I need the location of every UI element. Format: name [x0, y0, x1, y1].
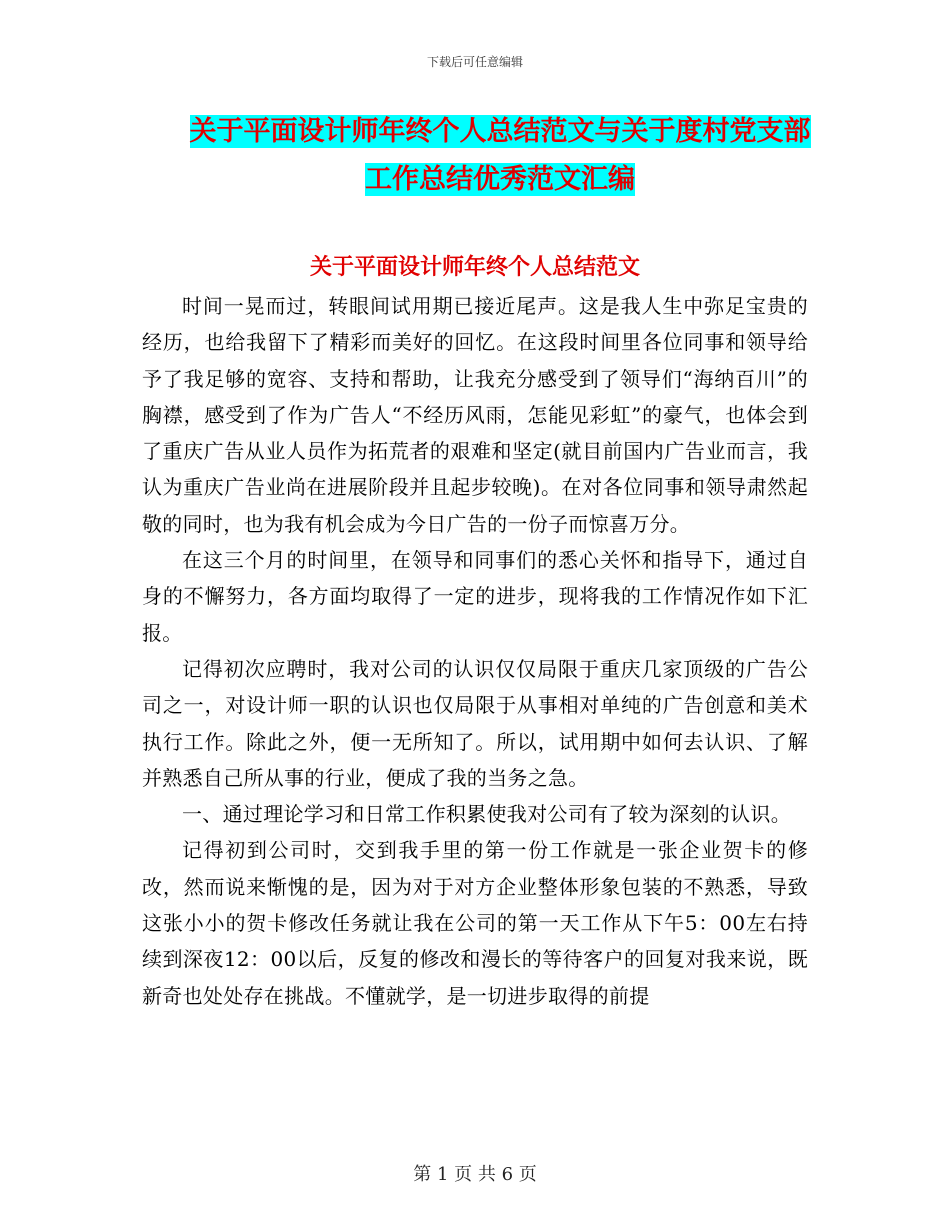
document-body [142, 288, 808, 1014]
paragraph: 一、通过理论学习和日常工作积累使我对公司有了较为深刻的认识。 [182, 802, 791, 827]
paragraph: 记得初到公司时，交到我手里的第一份工作就是一张企业贺卡的修改，然而说来惭愧的是，因为对于对方企业整体形象包装的不熟悉，导致这张小小的贺卡修改任务就让我在公司的第一天工作从下午5：00左右持续到深夜12：00以后，反复的修改和漫长的等待客户的回复对我来说，既新奇也处处存在挑战。不懂就学，是一切进步取得的前提 [142, 838, 808, 1008]
header-note: 下载后可任意编辑 [426, 55, 523, 69]
paragraph: 在这三个月的时间里，在领导和同事们的悉心关怀和指导下，通过自身的不懈努力，各方面均取得了一定的进步，现将我的工作情况作如下汇报。 [142, 548, 808, 645]
paragraph: 记得初次应聘时，我对公司的认识仅仅局限于重庆几家顶级的广告公司之一，对设计师一职的认识也仅局限于从事相对单纯的广告创意和美术执行工作。除此之外，便一无所知了。所以，试用期中如何去认识、了解并熟悉自己所从事的行业，便成了我的当务之急。 [142, 656, 808, 790]
document-title [140, 108, 860, 204]
document-title-line-2: 工作总结优秀范文汇编 [365, 164, 635, 195]
section-title: 关于平面设计师年终个人总结范文 [309, 254, 640, 280]
paragraph: 时间一晃而过，转眼间试用期已接近尾声。这是我人生中弥足宝贵的经历，也给我留下了精彩而美好的回忆。在这段时间里各位同事和领导给予了我足够的宽容、支持和帮助，让我充分感受到了领导们“海纳百川”的胸襟，感受到了作为广告人“不经历风雨，怎能见彩虹”的豪气，也体会到了重庆广告从业人员作为拓荒者的艰难和坚定(就目前国内广告业而言，我认为重庆广告业尚在进展阶段并且起步较晚)。在对各位同事和领导肃然起敬的同时，也为我有机会成为今日广告的一份子而惊喜万分。 [142, 294, 808, 536]
document-title-line-1: 关于平面设计师年终个人总结范文与关于度村党支部 [189, 116, 811, 147]
page-footer: 第 1 页 共 6 页 [413, 1164, 537, 1185]
